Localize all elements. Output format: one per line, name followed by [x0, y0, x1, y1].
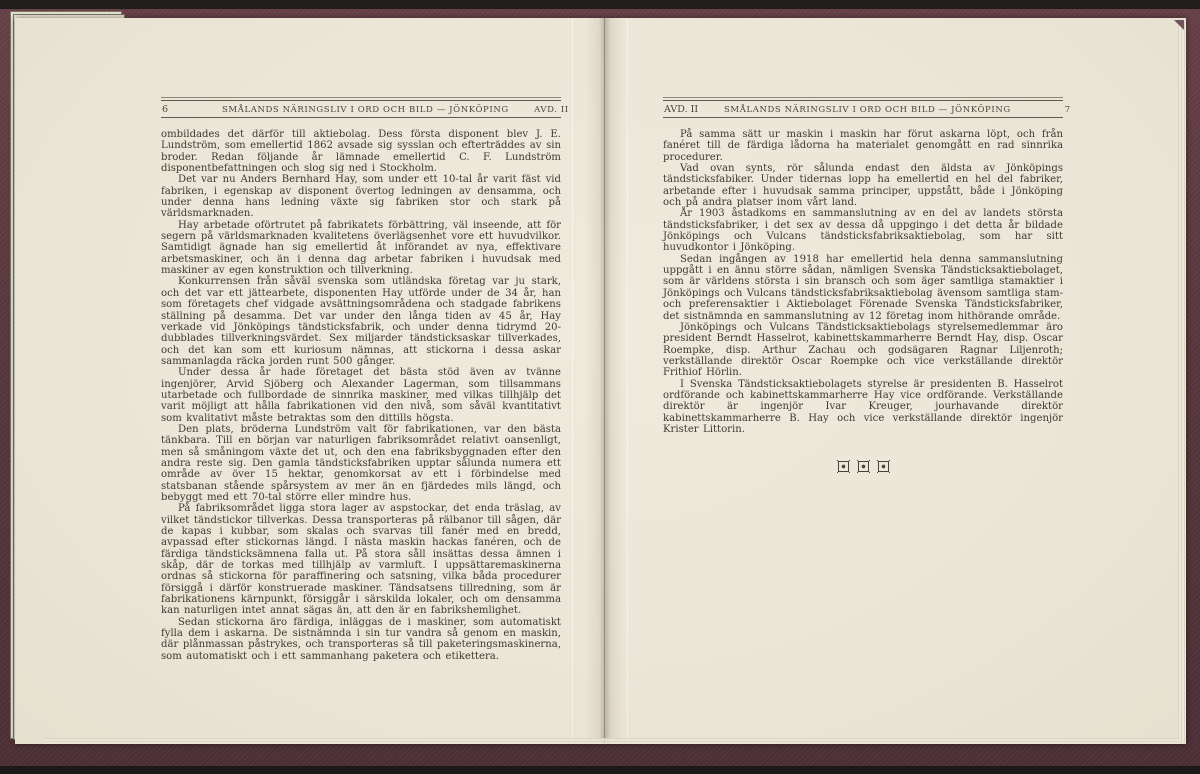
section-label: AVD. II: [534, 105, 569, 115]
open-book-spread: [15, 18, 1186, 744]
paragraph: Jönköpings och Vulcans Tändsticksaktiebolags styrelsemedlemmar äro president Berndt Hasselrot, kabinettskammarherre Berndt Hay, disp. Oscar Roempke, disp. Arthur Zachau och godsägaren Ragnar Liljenroth; verkställande direktör Oscar Roempke och vice verkställande direktör Frithiof Hörlin.: [663, 321, 1063, 379]
paragraph: Konkurrensen från såväl svenska som utländska företag var ju stark, och det var ett jättearbete, disponenten Hay utförde under de 34 år, han som företagets chef vidgade avsättningsområdena och stadgade fabrikens ställning på desamma. Det var under den långa tiden av 45 år, Hay verkade vid Jönköpings tändsticksfabrik, och under denna tidrymd 20-dubblades tillverkningsvärdet. Sex miljarder tändsticksaskar tillverkades, och det kan som ett kuriosum nämnas, att stickorna i dessa askar sammanlagda räcka jorden runt 500 gånger.: [161, 276, 561, 367]
scan-frame-top: [0, 0, 1200, 9]
left-page-body: [161, 129, 561, 662]
bottom-page-edges: [45, 738, 1180, 744]
paragraph: ombildades det därför till aktiebolag. Dess första disponent blev J. E. Lundström, som emellertid 1862 avsade sig sysslan och efterträddes av sin broder. Redan följande år lämnade emellertid C. F. Lundström disponentbefattningen och slog sig ned i Stockholm.: [161, 129, 561, 175]
paragraph: Under dessa år hade företaget det bästa stöd även av tvänne ingenjörer, Arvid Sjöberg och Alexander Lagerman, som tillsammans utarbetade och fullbordade de sinnrika maskiner, med vilkas tillhjälp det varit möjligt att hålla fabrikationen vid den nivå, som såväl kvantitativt som kvalitativt måste betraktas som den dittills högsta.: [161, 367, 561, 424]
scan-frame-bottom: [0, 766, 1200, 774]
page-crease: [627, 18, 628, 744]
fore-edge-pages: [1178, 20, 1186, 742]
section-label: AVD. II: [664, 104, 699, 115]
end-of-chapter-ornaments: [663, 461, 1063, 472]
right-running-header: [663, 100, 1071, 118]
floral-square-ornament-icon: [878, 461, 889, 472]
paragraph: Det var nu Anders Bernhard Hay, som under ett 10-tal år varit fäst vid fabriken, i egenskap av disponent övertog ledningen av densamma, och under denna hans ledning växte sig fabriken stor och stark på världsmarknaden.: [161, 174, 561, 220]
corner-shadow: [1174, 20, 1184, 30]
paragraph: Vad ovan synts, rör sålunda endast den äldsta av Jönköpings tändsticksfabiker. Under tidernas lopp ha emellertid en hel del fabriker, arbetande efter i huvudsak samma principer, uppstått, både i Jönköping och på andra platser inom vårt land.: [663, 163, 1063, 209]
paragraph: År 1903 åstadkoms en sammanslutning av en del av landets största tändsticksfabriker, i det sex av dessa då uppgingo i det detta år bildade Jönköpings och Vulcans tändsticksfabriksaktiebolag, som har sitt huvudkontor i Jönköping.: [663, 208, 1063, 254]
right-page-number: 7: [1064, 105, 1071, 115]
left-running-header: [161, 100, 569, 118]
right-page-body: [663, 129, 1063, 435]
running-title: SMÅLANDS NÄRINGSLIV I ORD OCH BILD — JÖNKÖPING: [222, 105, 509, 115]
running-title: SMÅLANDS NÄRINGSLIV I ORD OCH BILD — JÖNKÖPING: [724, 105, 1011, 115]
page-crease: [572, 18, 573, 744]
paragraph: Den plats, bröderna Lundström valt för fabrikationen, var den bästa tänkbara. Till en början var naturligen fabriksområdet relativt oansenligt, men så småningom växte det ut, och den ena fabriksbyggnaden efter den andra reste sig. Den gamla tändsticksfabriken upptar sålunda numera ett område av över 15 hektar, genomkorsat av ett i förbindelse med statsbanan stående spårsystem av mer än en fjärdedes mils längd, och bebyggt med ett 70-tal större eller mindre hus.: [161, 423, 561, 503]
paragraph: Sedan stickorna äro färdiga, inläggas de i maskiner, som automatiskt fylla dem i askarna. De sistnämnda i sin tur vandra så genom en maskin, där plånmassan påstrykes, och transporteras så till paketeringsmaskinerna, som automatiskt och i ett sammanhang paketera och etikettera.: [161, 616, 561, 662]
right-page: [663, 100, 1071, 472]
gutter-crease-line: [604, 18, 605, 744]
floral-square-ornament-icon: [838, 461, 849, 472]
paragraph: På samma sätt ur maskin i maskin har förut askarna löpt, och från fanéret till de färdiga lådorna ha materialet genomgått en rad sinnrika procedurer.: [663, 129, 1063, 163]
paragraph: På fabriksområdet ligga stora lager av aspstockar, det enda träslag, av vilket tändstickor tillverkas. Dessa transporteras på rälbanor till sågen, där de kapas i kubbar, som skalas och svarvas till fanér med en bredd, avpassad efter stickornas längd. I nästa maskin hackas fanéren, och de färdiga tändsticksämnena falla ut. På stora såll insättas dessa ämnen i skåp, där de torkas med tillhjälp av varmluft. I uppsättaremaskinerna ordnas så stickorna för paraffinering och satsning, vilka båda procedurer försiggå i därför konstruerade maskiner. Tändsatsens tillredning, som är fabrikationens kärnpunkt, försiggår i särskilda lokaler, och om densamma kan naturligen intet annat sägas än, att den är en fabrikshemlighet.: [161, 503, 561, 617]
left-page: [161, 100, 569, 662]
left-page-number: 6: [162, 104, 169, 115]
floral-square-ornament-icon: [858, 461, 869, 472]
gutter-shadow: [585, 18, 625, 744]
paragraph: I Svenska Tändsticksaktiebolagets styrelse är presidenten B. Hasselrot ordförande och kabinettskammarherre Hay vice ordförande. Verkställande direktör är ingenjör Ivar Kreuger, jourhavande direktör kabinettskammarherre B. Hay och vice verkställande direktör ingenjör Krister Littorin.: [663, 378, 1063, 435]
paragraph: Hay arbetade oförtrutet på fabrikatets förbättring, väl inseende, att för segern på världsmarknaden kvalitetens överlägsenhet vore ett huvudvilkor. Samtidigt ägnade han sig emellertid åt införandet av nya, effektivare arbetsmaskiner, och än i denna dag arbetar fabriken i huvudsak med maskiner av egen konstruktion och tillverkning.: [161, 219, 561, 277]
paragraph: Sedan ingången av 1918 har emellertid hela denna sammanslutning uppgått i en ännu större sådan, nämligen Svenska Tändsticksaktiebolaget, som är världens största i sin bransch och som äger samtliga stamaktier i Jönköpings och Vulcans tändsticksfabriksaktiebolag ävensom samtliga stam- och preferensaktier i Aktiebolaget Förenade Svenska Tändsticksfabriker, det sistnämnda en sammanslutning av 12 företag inom hithörande område.: [663, 253, 1063, 322]
